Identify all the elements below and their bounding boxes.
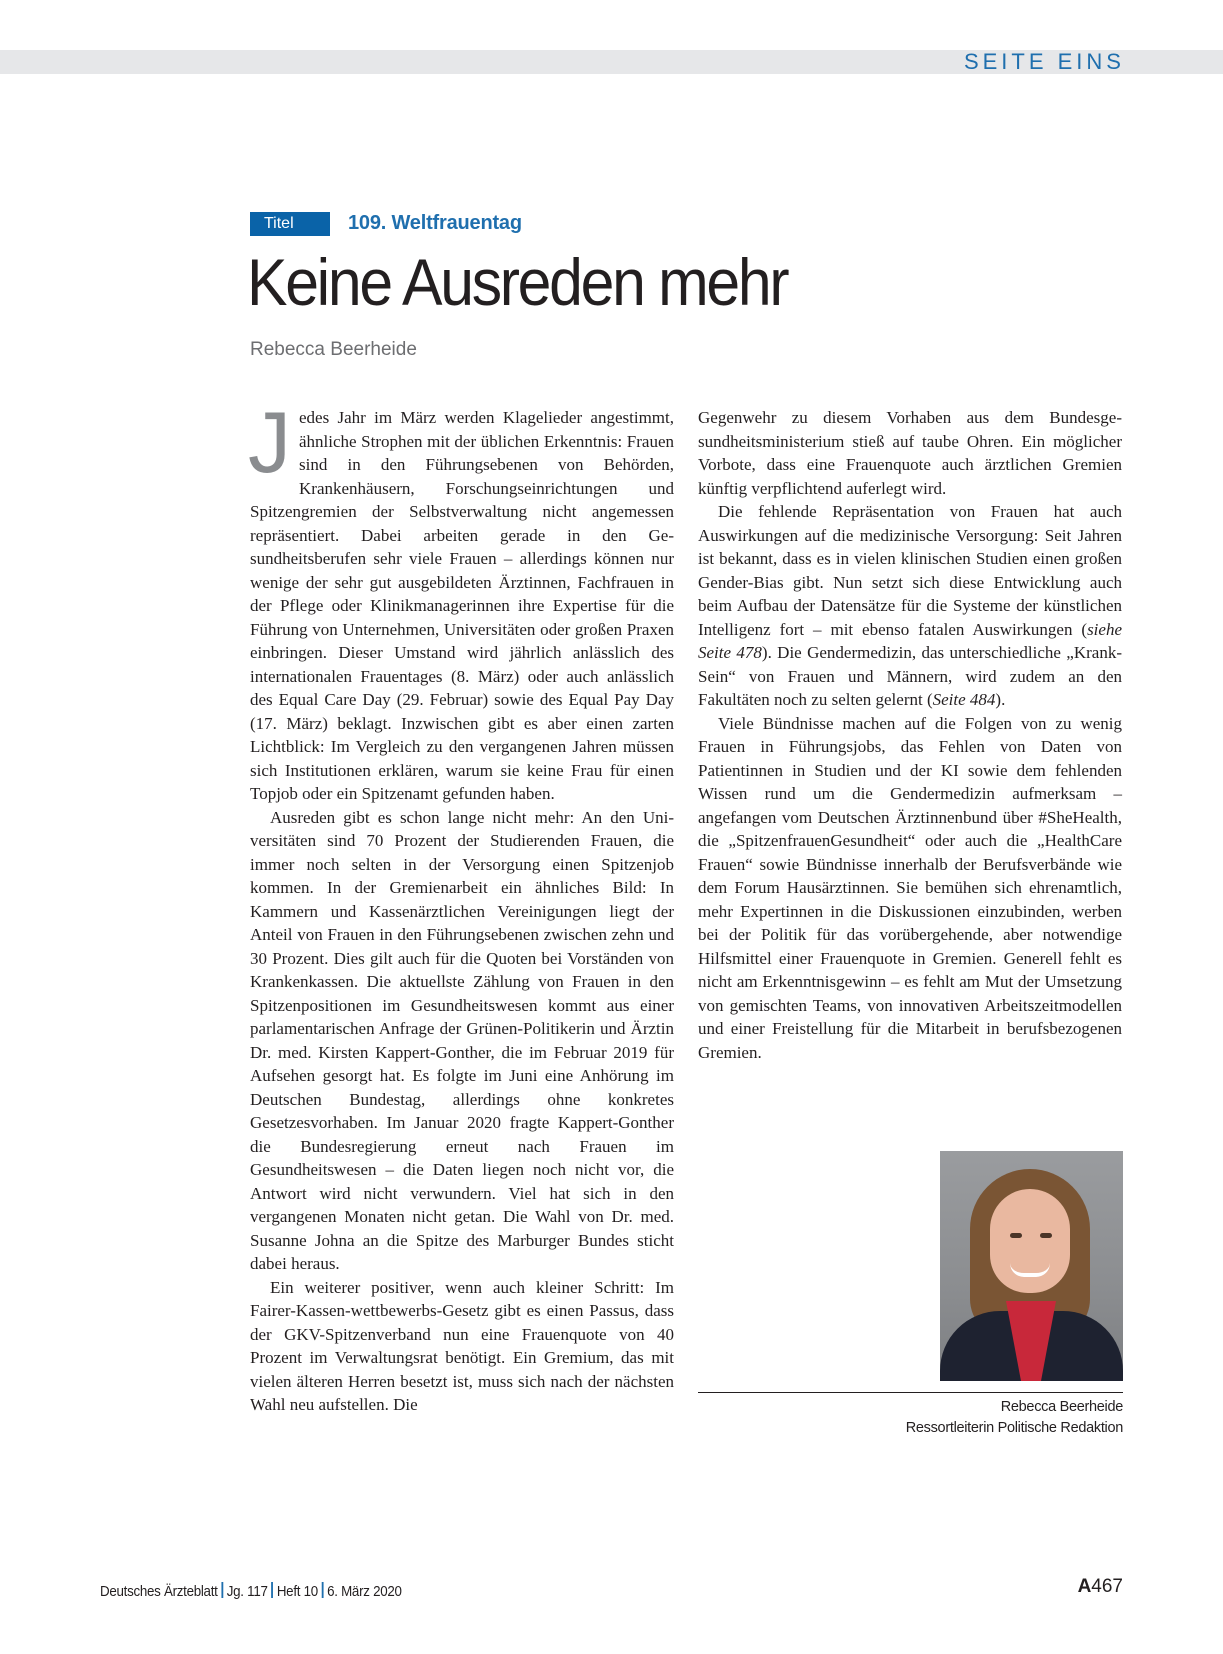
caption-divider (698, 1392, 1123, 1393)
photo-eye (1040, 1233, 1052, 1238)
text-column-left (248, 395, 674, 1417)
footer-separator (221, 1582, 223, 1598)
paragraph-text: ). (995, 690, 1006, 709)
page-number (1078, 1576, 1123, 1598)
paragraph: Viele Bündnisse machen auf die Folgen von zu wenig Frauen in Führungsjobs, das Fehlen von Daten von Patientinnen in Studien und der KI sowie dem fehlenden Wissen rund um die Gendermedizin aufmerksam – angefangen vom Deutschen Ärztinnenbund über #SheHealth, die „SpitzenfrauenGesundheit“ oder auch die „HealthCare Frauen“ sowie Bündnisse innerhalb der Berufsverbände wie dem Forum Hausärztinnen. Sie bemühen sich ehrenamtlich, mehr Expertinnen in die Diskussionen einzubinden, werben bei der Politik für das vorübergehende, aber notwendige Hilfsmittel einer Frauenquote in Gremien. Generell fehlt es nicht am Erkenntnisgewinn – es fehlt am Mut der Umsetzung von gemischten Teams, von innovativen Arbeitszeitmodellen und einer Freistellung für die Mitarbeit in berufsbezogenen Gremien. (698, 713, 1122, 1062)
footer-separator (322, 1582, 324, 1598)
drop-cap: J (248, 395, 291, 491)
footer-publication: Deutsches Ärzteblatt (100, 1584, 218, 1600)
page-reference: siehe Seite 478 (698, 619, 1122, 662)
footer-separator (271, 1582, 273, 1598)
page-reference: Seite 484 (932, 690, 996, 709)
photo-eye (1010, 1233, 1022, 1238)
paragraph (698, 500, 1122, 712)
caption-name: Rebecca Beerheide (1000, 1399, 1123, 1415)
author-photo (940, 1151, 1123, 1381)
paragraph-text: Die fehlende Repräsentation von Frauen hat auch Auswirkungen auf die medizinische Versorgung: Seit Jahren ist bekannt, dass es in vielen klinischen Studien einen großen Gender-Bias gibt. Nun setzt sich diese Entwicklung auch beim Aufbau der Datensätze für die Systeme der künstlichen Intelligenz fort – mit ebenso fatalen Auswirkungen ( (698, 502, 1122, 639)
paragraph-text: ). Die Gendermedizin, das unterschiedliche „Krank-Sein“ von Frauen und Männern, wird zudem an den Fakultäten noch zu selten gelernt ( (698, 643, 1122, 709)
article-headline: Keine Ausreden mehr (247, 245, 788, 319)
footer-issue: Heft 10 (276, 1584, 318, 1600)
footer-publication-info (100, 1582, 402, 1600)
paragraph: Ein weiterer positiver, wenn auch kleiner Schritt: Im Fairer-Kassen-wettbewerbs-Gesetz gibt es einen Passus, dass der GKV-Spitzenverband nun eine Frauenquote von 40 Prozent im Verwaltungsrat benötigt. Ein Gremium, das mit vielen älteren Herren besetzt ist, muss sich nach der nächsten Wahl neu aufstellen. Die (250, 1277, 674, 1414)
photo-face (990, 1189, 1070, 1293)
rubric-topic: 109. Weltfrauentag (348, 212, 522, 234)
paragraph: Ausreden gibt es schon lange nicht mehr: An den Universitäten sind 70 Prozent der Studierenden Frauen, die immer noch selten in der Versorgung einen Spitzenjob kommen. In der Gremienarbeit ein ähnliches Bild: In Kammern und Kassenärztlichen Vereinigungen liegt der Anteil von Frauen in den Führungsebenen zwischen zehn und 30 Prozent. Dies gilt auch für die Quoten bei Vorständen von Krankenkassen. Die aktuellste Zählung von Frauen in den Spitzenpositionen im Gesundheitswesen kommt aus einer parlamentarischen Anfrage der Grünen-Politikerin und Ärztin Dr. med. Kirsten Kappert-Gonther, die im Februar 2019 für Aufsehen gesorgt hat. Es folgte im Juni eine Anhörung im Deutschen Bundestag, allerdings ohne konkretes Gesetzesvorhaben. Im Januar 2020 fragte Kappert-Gonther die Bundesregierung erneut nach Frauen im Gesundheitswesen – die Daten liegen noch nicht vor, die Antwort wird nicht verwundern. Viel hat sich in den vergangenen Monaten nicht getan. Die Wahl von Dr. med. Susanne Johna an die Spitze des Marburger Bundes sticht dabei heraus. (250, 807, 674, 1273)
text-column-right (698, 406, 1122, 1064)
footer-volume: Jg. 117 (226, 1584, 268, 1600)
page-prefix: A (1077, 1576, 1092, 1597)
section-label: SEITE EINS (963, 49, 1125, 74)
photo-caption (906, 1397, 1123, 1439)
author-byline: Rebecca Beerheide (250, 339, 417, 360)
caption-role: Ressortleiterin Politische Redaktion (905, 1420, 1123, 1436)
paragraph: Gegenwehr zu diesem Vorhaben aus dem Bundesgesundheitsministerium stieß auf taube Ohren. Ein möglicher Vorbote, dass eine Frauenquote auch ärztlichen Gremien künftig verpflichtend auferlegt wird. (698, 408, 1122, 498)
paragraph-text: edes Jahr im März werden Klagelieder angestimmt, ähnliche Strophen mit der üblichen Erkenntnis: Frauen sind in den Führungsebenen von Behörden, Krankenhäusern, Forschungseinrichtungen und Spitzengremien der Selbstverwaltung nicht angemessen repräsentiert. Dabei arbeiten gerade in den Gesundheitsberufen sehr viele Frauen – allerdings können nur wenige der sehr gut ausgebildeten Ärztinnen, Fachfrauen in der Pflege oder Klinikmanagerinnen ihre Expertise für die Führung von Unternehmen, Universitäten oder großen Praxen einbringen. Dieser Umstand wird jährlich anlässlich des internationalen Frauentages (8. März) oder auch anlässlich des Equal Care Day (29. Februar) sowie des Equal Pay Day (17. März) beklagt. Inzwischen gibt es aber einen zarten Lichtblick: Im Vergleich zu den vergangenen Jahren müssen sich Institutionen erklären, warum sie keine Frau für einen Topjob oder ein Spitzenamt gefunden haben. (250, 408, 674, 803)
footer-date: 6. März 2020 (327, 1584, 402, 1600)
paragraph (248, 395, 674, 806)
rubric-label: Titel (250, 212, 330, 236)
page-number-value: 467 (1091, 1576, 1123, 1597)
